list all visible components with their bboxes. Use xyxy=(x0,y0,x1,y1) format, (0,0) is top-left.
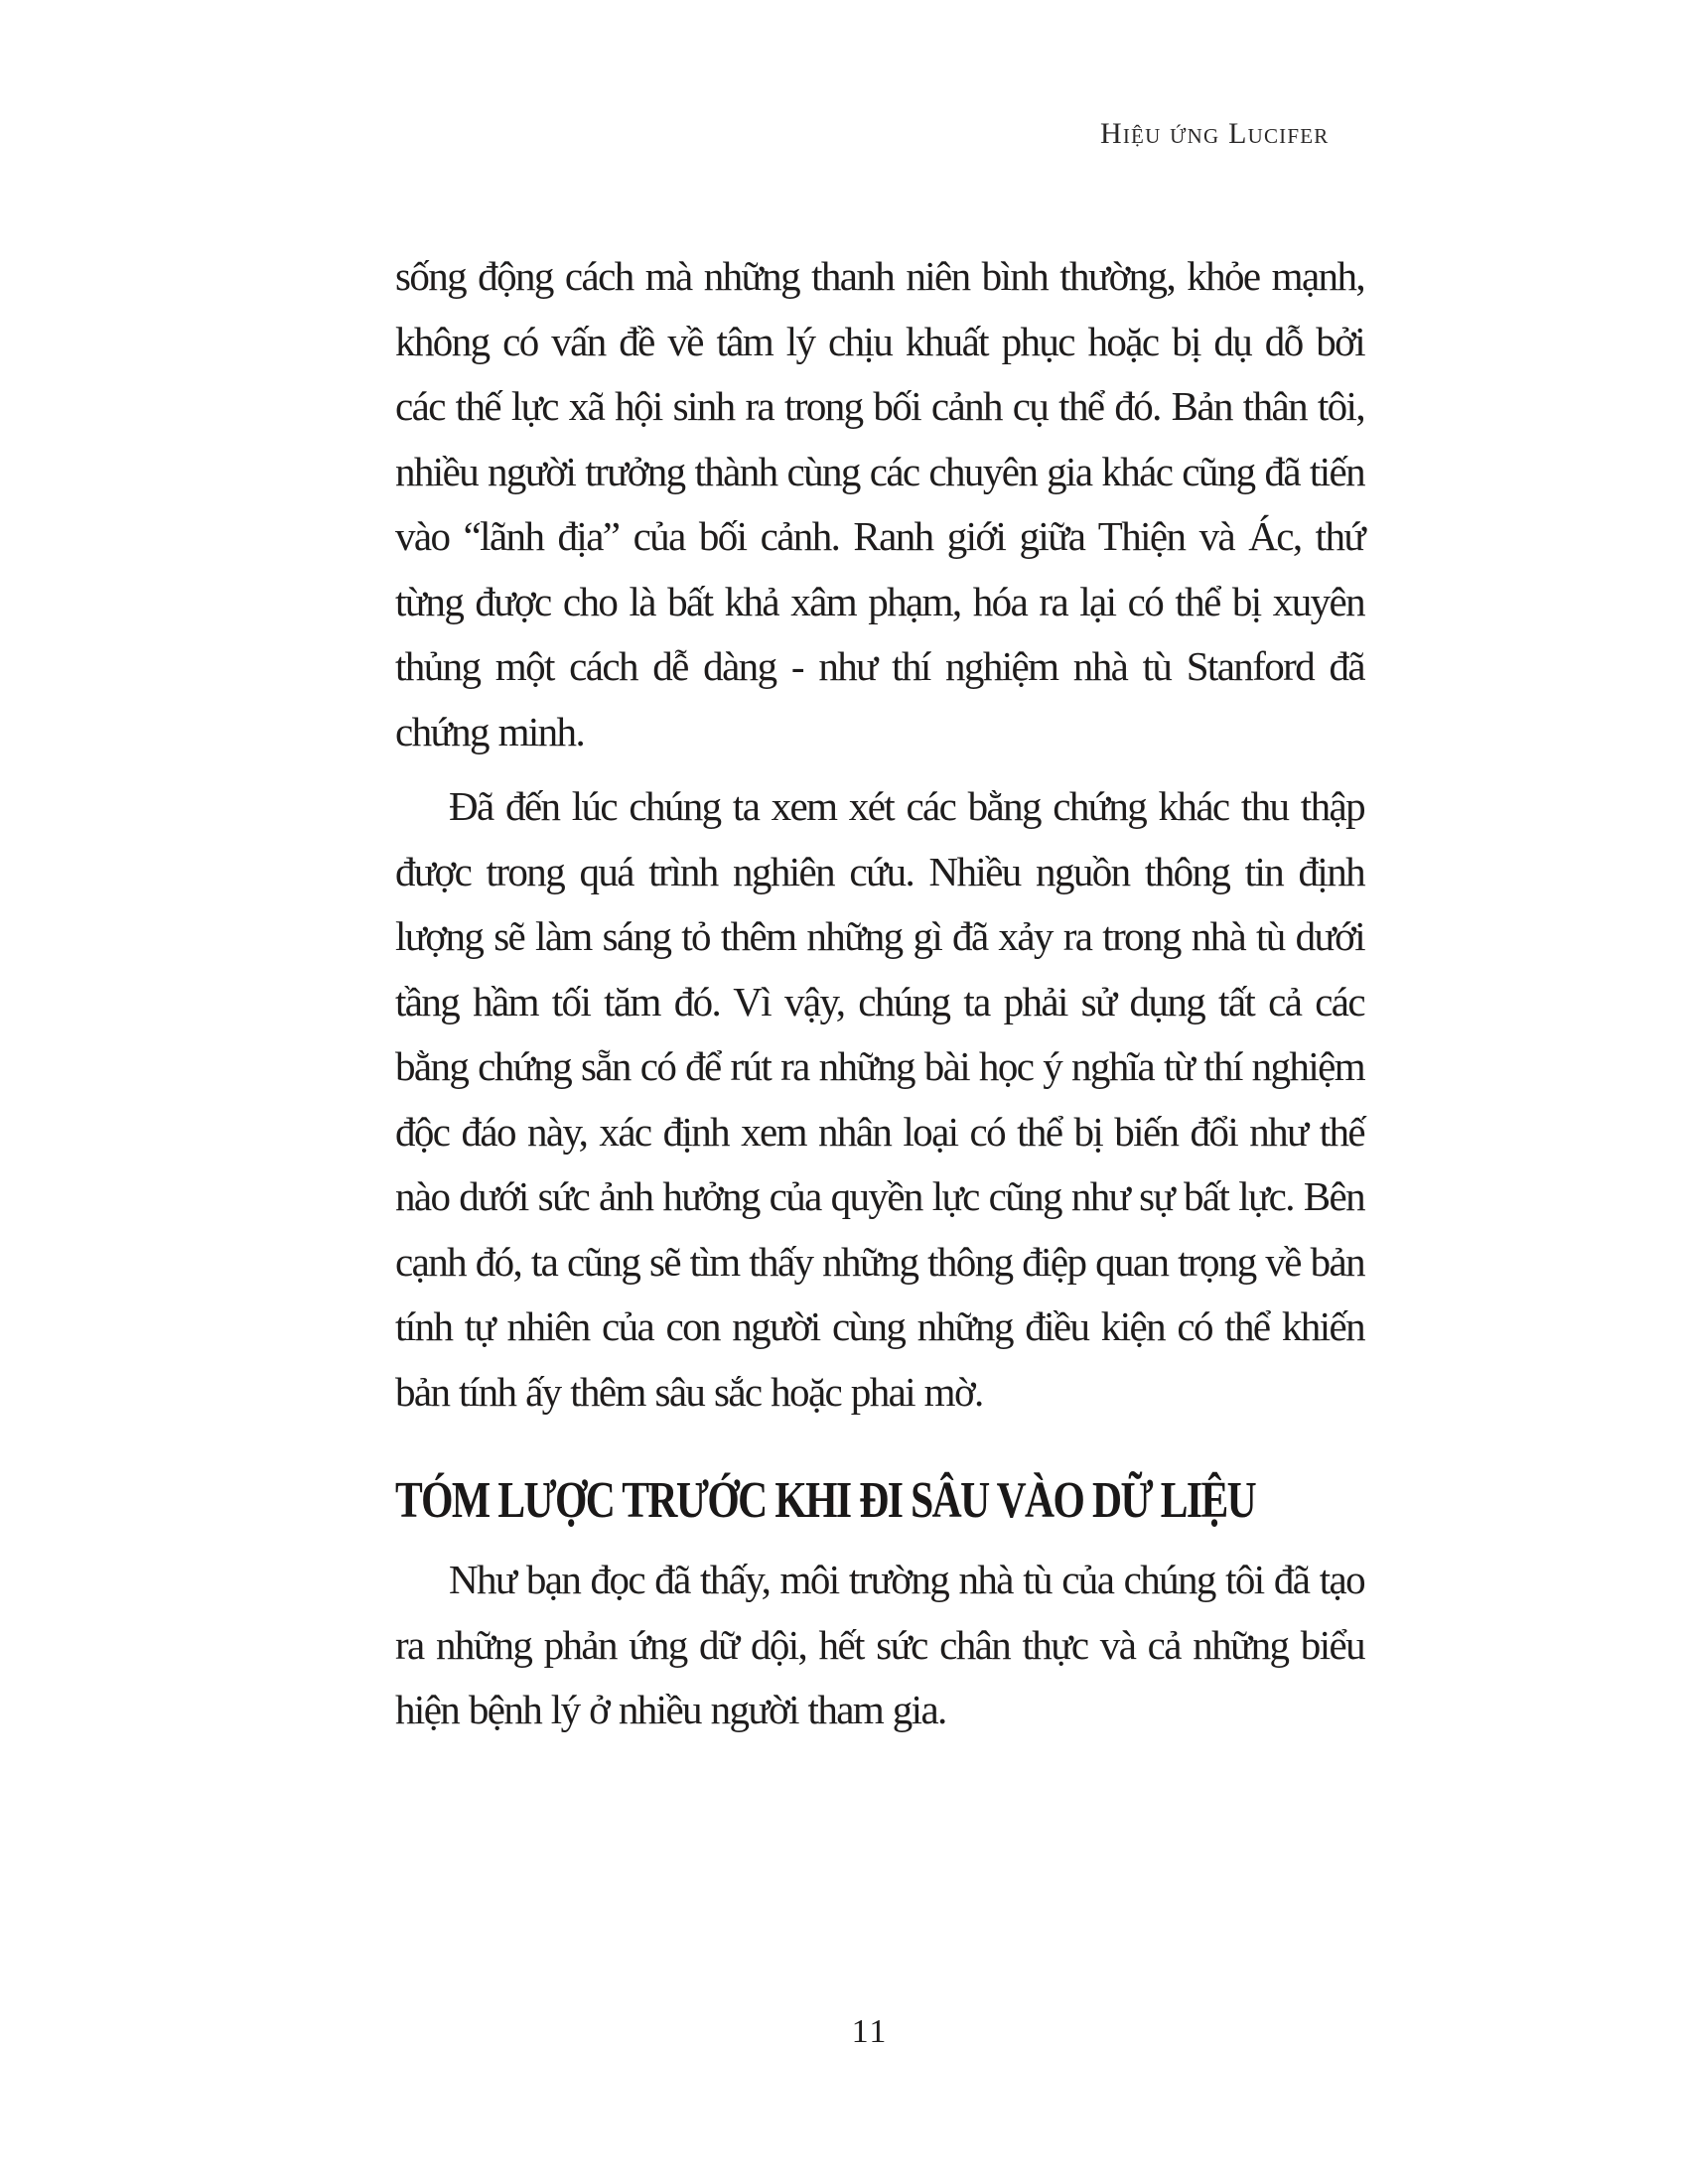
running-header-book-title: Hiệu ứng Lucifer xyxy=(1100,117,1330,150)
page-number: 11 xyxy=(851,2013,889,2050)
section-heading: TÓM LƯỢC TRƯỚC KHI ĐI SÂU VÀO DỮ LIỆU xyxy=(395,1472,1256,1529)
body-paragraph-1: sống động cách mà những thanh niên bình thường, khỏe mạnh, không có vấn đề về tâm lý chịu khuất phục hoặc bị dụ dỗ bởi các thế lực xã hội sinh ra trong bối cảnh cụ thể đó. Bản thân tôi, nhiều người trưởng thành cùng các chuyên gia khác cũng đã tiến vào “lãnh địa” của bối cảnh. Ranh giới giữa Thiện và Ác, thứ từng được cho là bất khả xâm phạm, hóa ra lại có thể bị xuyên thủng một cách dễ dàng - như thí nghiệm nhà tù Stanford đã chứng minh. xyxy=(395,253,1364,754)
page-body xyxy=(395,244,1364,1743)
section-paragraph-1: Như bạn đọc đã thấy, môi trường nhà tù của chúng tôi đã tạo ra những phản ứng dữ dội, hết sức chân thực và cả những biểu hiện bệnh lý ở nhiều người tham gia. xyxy=(395,1557,1364,1732)
body-paragraph-2: Đã đến lúc chúng ta xem xét các bằng chứng khác thu thập được trong quá trình nghiên cứu. Nhiều nguồn thông tin định lượng sẽ làm sáng tỏ thêm những gì đã xảy ra trong nhà tù dưới tầng hầm tối tăm đó. Vì vậy, chúng ta phải sử dụng tất cả các bằng chứng sẵn có để rút ra những bài học ý nghĩa từ thí nghiệm độc đáo này, xác định xem nhân loại có thể bị biến đổi như thế nào dưới sức ảnh hưởng của quyền lực cũng như sự bất lực. Bên cạnh đó, ta cũng sẽ tìm thấy những thông điệp quan trọng về bản tính tự nhiên của con người cùng những điều kiện có thể khiến bản tính ấy thêm sâu sắc hoặc phai mờ. xyxy=(395,783,1364,1415)
